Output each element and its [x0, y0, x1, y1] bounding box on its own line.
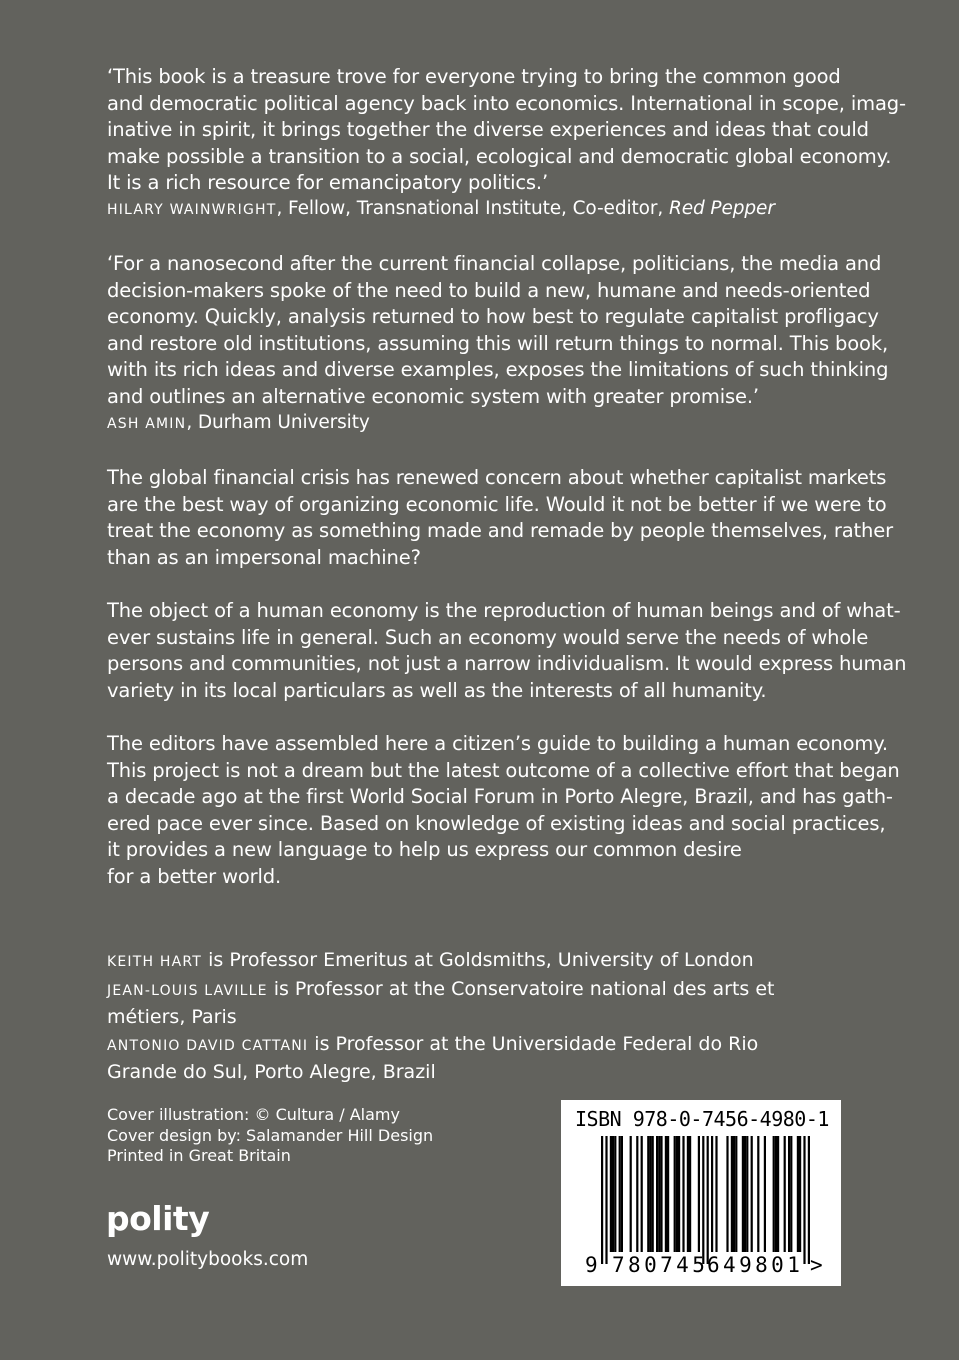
barcode-bar [647, 1136, 649, 1252]
quote-line: It is a rich resource for emancipatory politics.’ [107, 171, 549, 195]
barcode-bar [665, 1136, 667, 1252]
description-line: The object of a human economy is the reproduction of human beings and of what- [107, 599, 901, 622]
quote-line: decision-makers spoke of the need to build a new, humane and needs-oriented [107, 278, 871, 302]
quote-line: inative in spirit, it brings together the diverse experiences and ideas that could [107, 118, 869, 142]
editor-role: is Professor at the Conservatoire national des arts et [267, 977, 775, 1000]
barcode-bar [797, 1136, 799, 1252]
editor-role: is Professor Emeritus at Goldsmiths, University of London [202, 949, 754, 971]
barcode-bar [799, 1136, 801, 1252]
barcode-bar [676, 1136, 678, 1252]
credit-line: Printed in Great Britain [107, 1146, 291, 1165]
publisher-logo: polity [106, 1199, 210, 1238]
editor-bio [107, 947, 827, 976]
barcode-lead-digit: 9 [585, 1253, 598, 1277]
quote-author: HILARY WAINWRIGHT [107, 202, 277, 218]
barcode-bar [687, 1136, 689, 1252]
barcode-guard-bar [605, 1136, 607, 1264]
barcode-bar [726, 1136, 728, 1252]
quote-publication: Red Pepper [668, 198, 775, 219]
barcode-box [561, 1100, 841, 1286]
barcode-guard-bar [601, 1136, 603, 1264]
credit-line: Cover illustration: © Cultura / Alamy [107, 1105, 400, 1124]
quote-line: make possible a transition to a social, ecological and democratic global economy. [107, 144, 892, 168]
barcode-bar [746, 1136, 748, 1252]
quote-line: ‘For a nanosecond after the current financial collapse, politicians, the media and [107, 252, 882, 275]
barcode-bar [715, 1136, 717, 1252]
barcode-bar [658, 1136, 660, 1252]
isbn-label: ISBN 978-0-7456-4980-1 [575, 1107, 829, 1131]
barcode-bar [621, 1136, 623, 1252]
barcode-bar [619, 1136, 621, 1252]
barcode-bar [788, 1136, 790, 1252]
editor-bio-continued: métiers, Paris [107, 1006, 237, 1028]
description-line: for a better world. [107, 864, 282, 888]
barcode-bar [656, 1136, 658, 1252]
barcode-bar [636, 1136, 638, 1252]
description-line: ever sustains life in general. Such an economy would serve the needs of whole [107, 625, 869, 649]
barcode-bar [784, 1136, 786, 1252]
quote-affiliation: , Fellow, Transnational Institute, Co-editor, [276, 198, 669, 219]
publisher-url[interactable]: www.politybooks.com [107, 1249, 309, 1270]
barcode-bar [641, 1136, 643, 1252]
barcode-bar [751, 1136, 753, 1252]
barcode-marker: > [810, 1253, 823, 1277]
quote-affiliation: , Durham University [186, 412, 370, 433]
barcode-bar [689, 1136, 691, 1252]
barcode-bar [612, 1136, 614, 1252]
editor-name: ANTONIO DAVID CATTANI [107, 1037, 309, 1054]
barcode-bar [614, 1136, 616, 1252]
description-paragraph-2 [107, 598, 907, 704]
barcode-bar [764, 1136, 766, 1252]
barcode-bar [682, 1136, 684, 1252]
editor-bio-continued: Grande do Sul, Porto Alegre, Brazil [107, 1061, 436, 1083]
barcode-bar [698, 1136, 700, 1252]
barcode-left-digits: 780745 [612, 1253, 709, 1277]
description-line: treat the economy as something made and remade by people themselves, rather [107, 519, 893, 543]
description-line: The global financial crisis has renewed concern about whether capitalist markets [107, 466, 887, 489]
barcode-bar [610, 1136, 612, 1252]
barcode-guard-bar [707, 1136, 709, 1264]
description-line: are the best way of organizing economic life. Would it not be better if we were to [107, 492, 887, 516]
quote-1-attribution [107, 196, 775, 223]
editor-name: KEITH HART [107, 954, 203, 970]
credit-line: Cover design by: Salamander Hill Design [107, 1125, 434, 1145]
barcode-bar [773, 1136, 775, 1252]
barcode-guard-bar [702, 1136, 704, 1264]
barcode-guard-bar [803, 1136, 805, 1264]
description-line: than as an impersonal machine? [107, 545, 421, 569]
quote-line: ‘This book is a treasure trove for everyone trying to bring the common good [107, 65, 841, 88]
barcode-bar [711, 1136, 713, 1252]
barcode-bar [790, 1136, 792, 1252]
editor-bio [107, 976, 827, 1005]
description-line: This project is not a dream but the latest outcome of a collective effort that began [107, 758, 900, 782]
editor-bios [107, 947, 827, 1086]
barcode-bar [652, 1136, 654, 1252]
barcode-bar [757, 1136, 759, 1252]
barcode-right-digits: 649801 [707, 1253, 804, 1277]
editor-bio [107, 1031, 827, 1060]
barcode-bar [674, 1136, 676, 1252]
description-line: a decade ago at the first World Social Forum in Porto Alegre, Brazil, and has gath- [107, 785, 893, 809]
description-line: ered pace ever since. Based on knowledge of existing ideas and social practices, [107, 811, 886, 835]
quote-2-attribution [107, 410, 370, 437]
barcode-bar [667, 1136, 669, 1252]
barcode-bar [744, 1136, 746, 1252]
quote-author: ASH AMIN [107, 416, 187, 432]
barcode-bar [733, 1136, 735, 1252]
quote-line: with its rich ideas and diverse examples, exposes the limitations of such thinking [107, 358, 889, 382]
barcode-bar [731, 1136, 733, 1252]
barcode-bar [660, 1136, 662, 1252]
barcode-bar [777, 1136, 779, 1252]
description-line: variety in its local particulars as well as the interests of all humanity. [107, 678, 767, 702]
barcode-bar [735, 1136, 737, 1252]
barcode-bar [678, 1136, 680, 1252]
quote-2 [107, 251, 889, 411]
editor-role: is Professor at the Universidade Federal do Rio [308, 1032, 759, 1055]
description-line: persons and communities, not just a narrow individualism. It would express human [107, 652, 907, 676]
description-line: The editors have assembled here a citizen’s guide to building a human economy. [107, 732, 888, 755]
barcode-bar [630, 1136, 632, 1252]
barcode-bar [649, 1136, 651, 1252]
quote-line: and restore old institutions, assuming this will return things to normal. This book, [107, 331, 888, 355]
quote-line: economy. Quickly, analysis returned to how best to regulate capitalist profligacy [107, 305, 879, 329]
description-paragraph-1 [107, 465, 893, 571]
barcode-bar [775, 1136, 777, 1252]
quote-line: and democratic political agency back into economics. International in scope, imag- [107, 91, 906, 115]
description-line: it provides a new language to help us express our common desire [107, 838, 742, 862]
barcode-bar [742, 1136, 744, 1252]
cover-credits [107, 1105, 433, 1167]
barcode-guard-bar [808, 1136, 810, 1264]
quote-line: and outlines an alternative economic system with greater promise.’ [107, 384, 759, 408]
editor-name: JEAN-LOUIS LAVILLE [107, 982, 268, 999]
description-paragraph-3 [107, 731, 900, 891]
quote-1 [107, 64, 906, 197]
